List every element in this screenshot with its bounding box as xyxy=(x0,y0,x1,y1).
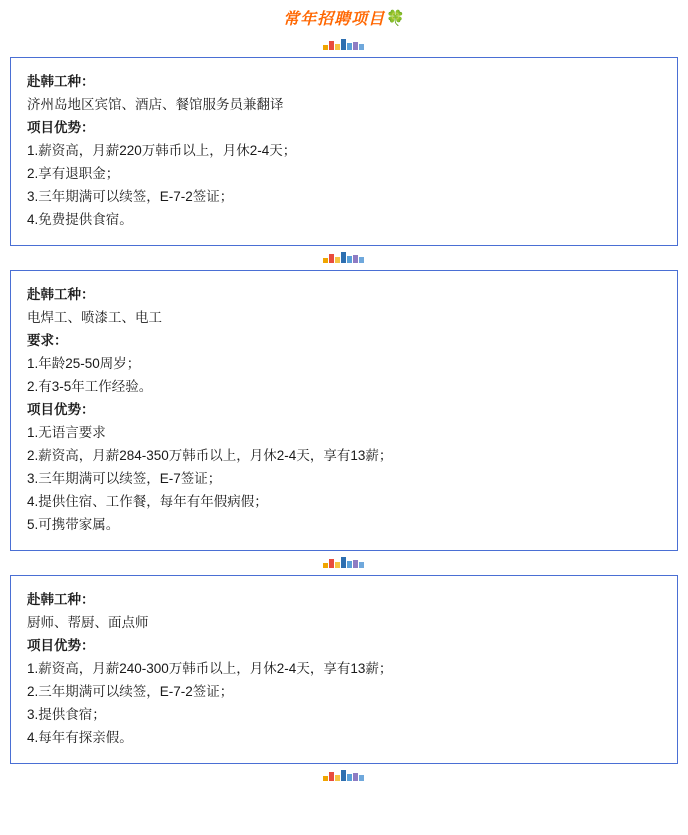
card-text-line: 2.享有退职金； xyxy=(27,166,120,181)
job-card-3 xyxy=(10,575,678,764)
job-card-1 xyxy=(10,57,678,246)
card-text-line: 3.提供食宿； xyxy=(27,707,106,722)
divider-bar xyxy=(347,43,352,50)
card-text-line: 2.薪资高，月薪284-350万韩币以上，月休2-4天，享有13薪； xyxy=(27,448,393,463)
divider-bar xyxy=(347,774,352,781)
colored-bars-divider xyxy=(323,252,365,263)
divider-bar xyxy=(335,562,340,568)
divider-bar xyxy=(359,775,364,781)
card-text-line: 1.年龄25-50周岁； xyxy=(27,356,141,371)
divider-bar xyxy=(323,563,328,568)
divider-2 xyxy=(6,246,682,270)
page-title xyxy=(6,0,682,33)
divider-bar xyxy=(323,776,328,781)
divider-bar xyxy=(335,44,340,50)
colored-bars-divider xyxy=(323,39,365,50)
job-card-2 xyxy=(10,270,678,551)
divider-bar xyxy=(341,557,346,568)
page-title-text: 常年招聘项目 xyxy=(283,11,386,28)
card-text-line: 1.薪资高，月薪240-300万韩币以上，月休2-4天，享有13薪； xyxy=(27,661,393,676)
divider-bar xyxy=(323,45,328,50)
divider-bar xyxy=(353,560,358,568)
card-heading: 赴韩工种： xyxy=(27,592,95,607)
card-heading: 赴韩工种： xyxy=(27,287,95,302)
card-text-line: 电焊工、喷漆工、电工 xyxy=(27,310,162,325)
card-text-line: 2.三年期满可以续签，E-7-2签证； xyxy=(27,684,234,699)
card-text-line: 济州岛地区宾馆、酒店、餐馆服务员兼翻译 xyxy=(27,97,284,112)
divider-bar xyxy=(347,256,352,263)
divider-bar xyxy=(341,252,346,263)
card-heading: 项目优势： xyxy=(27,120,95,135)
divider-4 xyxy=(6,764,682,788)
divider-bar xyxy=(341,39,346,50)
divider-bar xyxy=(359,562,364,568)
divider-bar xyxy=(329,559,334,568)
divider-bar xyxy=(335,257,340,263)
card-heading: 要求： xyxy=(27,333,68,348)
card-text-line: 4.每年有探亲假。 xyxy=(27,730,133,745)
divider-bar xyxy=(353,255,358,263)
card-text-line: 4.免费提供食宿。 xyxy=(27,212,133,227)
divider-bar xyxy=(359,44,364,50)
card-text-line: 3.三年期满可以续签，E-7签证； xyxy=(27,471,222,486)
card-text-line: 2.有3-5年工作经验。 xyxy=(27,379,153,394)
card-text-line: 1.薪资高，月薪220万韩币以上，月休2-4天； xyxy=(27,143,297,158)
divider-bar xyxy=(329,254,334,263)
divider-bar xyxy=(329,772,334,781)
card-text-line: 厨师、帮厨、面点师 xyxy=(27,615,149,630)
card-text-line: 5.可携带家属。 xyxy=(27,517,120,532)
divider-bar xyxy=(353,42,358,50)
card-text-line: 3.三年期满可以续签，E-7-2签证； xyxy=(27,189,234,204)
card-heading: 赴韩工种： xyxy=(27,74,95,89)
clover-icon: 🍀 xyxy=(386,9,405,27)
card-heading: 项目优势： xyxy=(27,402,95,417)
colored-bars-divider xyxy=(323,557,365,568)
divider-bar xyxy=(341,770,346,781)
divider-bar xyxy=(335,775,340,781)
divider-bar xyxy=(359,257,364,263)
divider-bar xyxy=(353,773,358,781)
divider-bar xyxy=(323,258,328,263)
card-heading: 项目优势： xyxy=(27,638,95,653)
divider-1 xyxy=(6,33,682,57)
divider-bar xyxy=(347,561,352,568)
divider-3 xyxy=(6,551,682,575)
card-text-line: 1.无语言要求 xyxy=(27,425,106,440)
divider-bar xyxy=(329,41,334,50)
card-text-line: 4.提供住宿、工作餐，每年有年假病假； xyxy=(27,494,268,509)
colored-bars-divider xyxy=(323,770,365,781)
